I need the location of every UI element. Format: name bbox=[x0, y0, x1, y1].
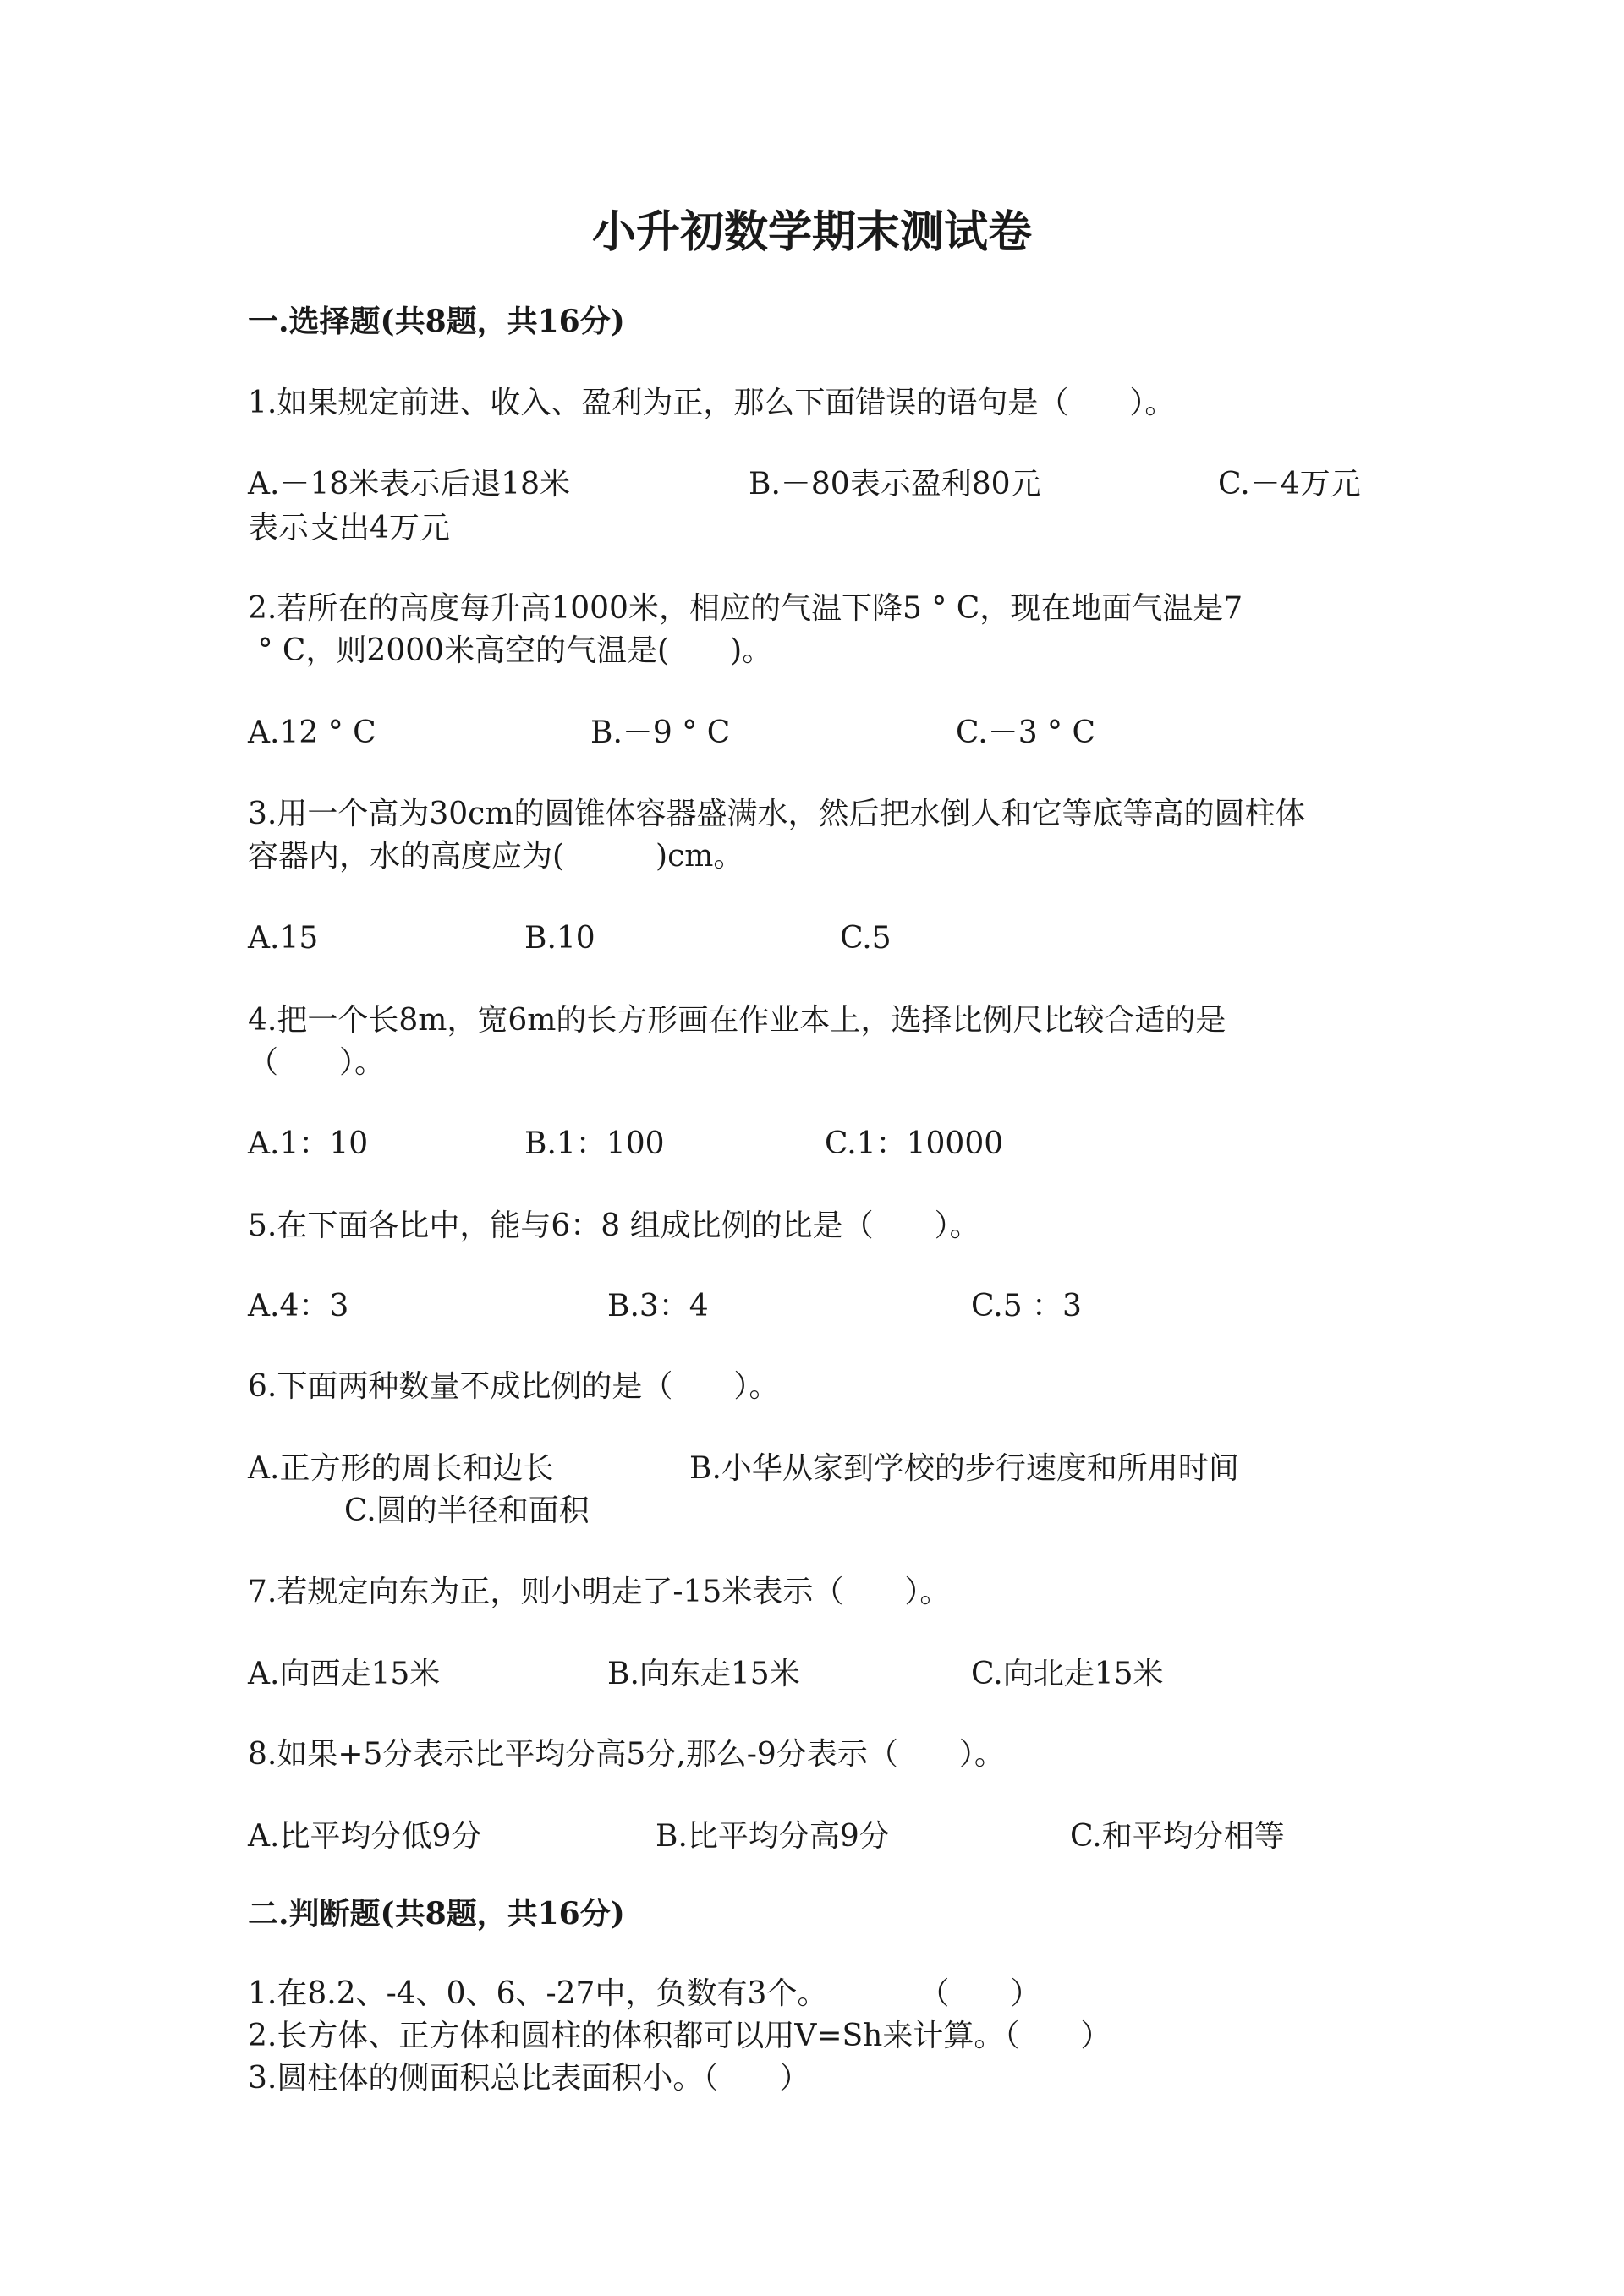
question-2-line-2: ° C，则2000米高空的气温是( )。 bbox=[248, 633, 773, 668]
judgement-item-2: 2.长方体、正方体和圆柱的体积都可以用V=Sh来计算。（ ） bbox=[248, 2019, 1111, 2053]
question-2-line-1: 2.若所在的高度每升高1000米，相应的气温下降5 ° C，现在地面气温是7 bbox=[248, 591, 1243, 626]
q3-option-b: B.10 bbox=[524, 921, 595, 956]
q2-option-a: A.12 ° C bbox=[248, 715, 376, 750]
q8-option-a: A.比平均分低9分 bbox=[248, 1819, 482, 1854]
question-1: 1.如果规定前进、收入、盈利为正，那么下面错误的语句是（ ）。 bbox=[248, 386, 1176, 420]
q4-option-c: C.1：10000 bbox=[825, 1126, 1004, 1161]
q7-option-c: C.向北走15米 bbox=[971, 1657, 1164, 1691]
q6-option-a: A.正方形的周长和边长 bbox=[248, 1451, 554, 1486]
q8-option-c: C.和平均分相等 bbox=[1070, 1819, 1285, 1854]
q5-option-b: B.3：4 bbox=[607, 1289, 709, 1323]
q3-option-c: C.5 bbox=[840, 921, 892, 956]
q2-option-c: C.－3 ° C bbox=[956, 715, 1096, 750]
q6-option-b: B.小华从家到学校的步行速度和所用时间 bbox=[689, 1451, 1239, 1486]
q7-option-b: B.向东走15米 bbox=[607, 1657, 800, 1691]
question-5: 5.在下面各比中，能与6：8 组成比例的比是（ ）。 bbox=[248, 1208, 980, 1243]
section-heading-choice: 一.选择题(共8题，共16分) bbox=[248, 304, 625, 339]
section-heading-judgement: 二.判断题(共8题，共16分) bbox=[248, 1896, 625, 1932]
question-8: 8.如果+5分表示比平均分高5分,那么-9分表示（ ）。 bbox=[248, 1737, 1005, 1772]
q1-option-c-wrap: 表示支出4万元 bbox=[248, 511, 450, 545]
judgement-item-3: 3.圆柱体的侧面积总比表面积小。（ ） bbox=[248, 2061, 810, 2096]
q6-option-c: C.圆的半径和面积 bbox=[344, 1493, 590, 1528]
q5-option-a: A.4：3 bbox=[248, 1289, 349, 1323]
judgement-item-1: 1.在8.2、-4、0、6、-27中，负数有3个。 （ ） bbox=[248, 1976, 1041, 2011]
question-4-line-1: 4.把一个长8m，宽6m的长方形画在作业本上，选择比例尺比较合适的是 bbox=[248, 1003, 1226, 1038]
q1-option-b: B.－80表示盈利80元 bbox=[749, 467, 1041, 501]
question-3-line-2: 容器内，水的高度应为( )cm。 bbox=[248, 839, 744, 874]
q7-option-a: A.向西走15米 bbox=[248, 1657, 441, 1691]
q1-option-a: A.－18米表示后退18米 bbox=[248, 467, 571, 501]
q4-option-a: A.1：10 bbox=[248, 1126, 369, 1161]
q5-option-c: C.5 ：3 bbox=[971, 1289, 1082, 1323]
q3-option-a: A.15 bbox=[248, 921, 319, 956]
question-7: 7.若规定向东为正，则小明走了-15米表示（ ）。 bbox=[248, 1575, 951, 1609]
q8-option-b: B.比平均分高9分 bbox=[656, 1819, 890, 1854]
q4-option-b: B.1：100 bbox=[524, 1126, 665, 1161]
q1-option-c: C.－4万元 bbox=[1218, 467, 1361, 501]
question-4-line-2: （ ）。 bbox=[248, 1045, 386, 1080]
question-6: 6.下面两种数量不成比例的是（ ）。 bbox=[248, 1369, 780, 1404]
page-title: 小升初数学期末测试卷 bbox=[591, 206, 1032, 258]
q2-option-b: B.－9 ° C bbox=[590, 715, 731, 750]
question-3-line-1: 3.用一个高为30cm的圆锥体容器盛满水，然后把水倒人和它等底等高的圆柱体 bbox=[248, 797, 1306, 831]
